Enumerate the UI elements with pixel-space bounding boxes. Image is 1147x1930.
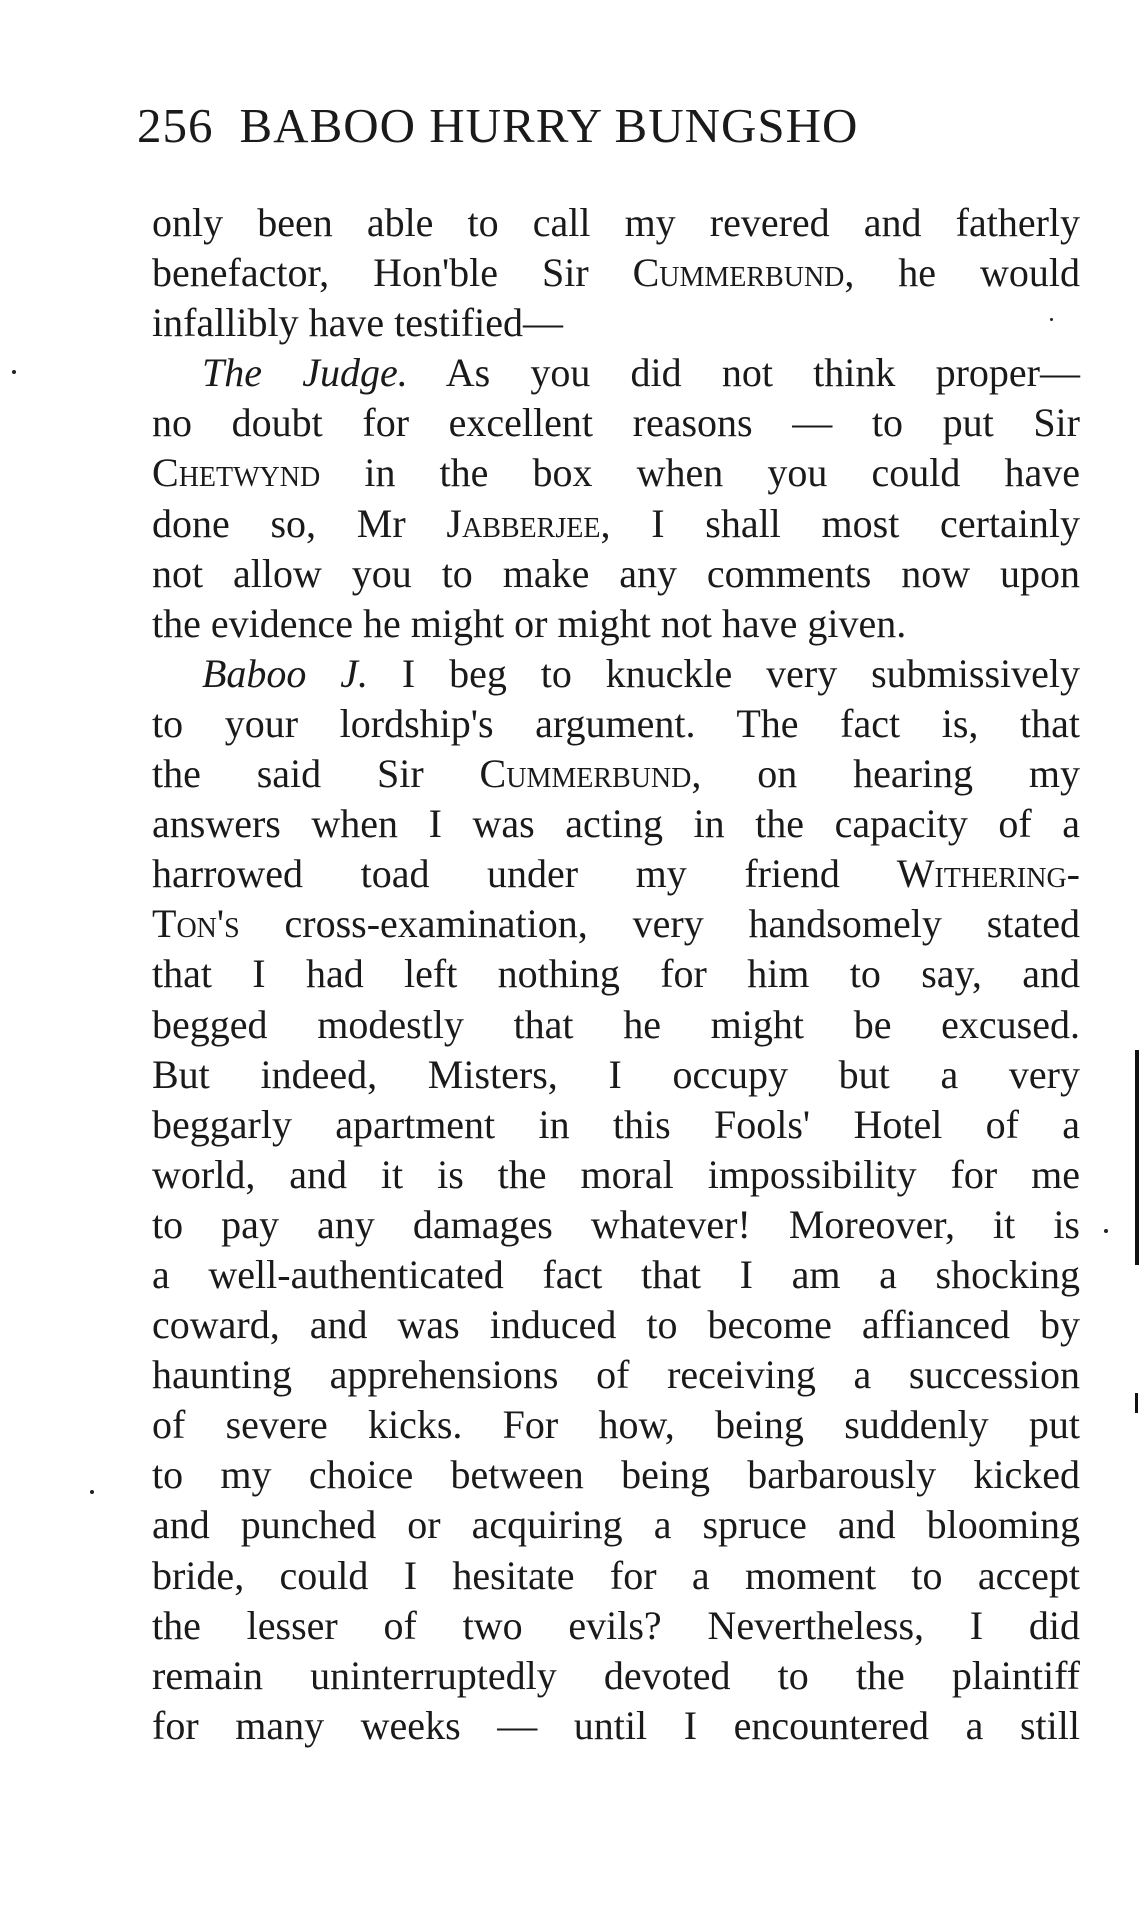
text-line: done so, Mr Jabberjee, I shall most certainly xyxy=(152,500,1080,546)
text-line: begged modestly that he might be excused. xyxy=(152,1001,1080,1047)
text-line: benefactor, Hon'ble Sir Cummerbund, he would xyxy=(152,250,1080,296)
text-line: world, and it is the moral impossibility for me xyxy=(152,1151,1080,1197)
scan-speck xyxy=(90,1490,94,1494)
text-line: to pay any damages whatever! Moreover, it is xyxy=(152,1201,1080,1247)
text-line: harrowed toad under my friend Withering- xyxy=(152,851,1080,897)
scan-margin-bar xyxy=(1135,1050,1139,1265)
text-line: the evidence he might or might not have given. xyxy=(152,600,907,646)
text-line: Ton's cross-examination, very handsomely stated xyxy=(152,901,1080,947)
text-line: beggarly apartment in this Fools' Hotel of a xyxy=(152,1101,1080,1147)
scan-speck xyxy=(1050,318,1053,321)
scan-speck xyxy=(1104,1229,1108,1233)
text-line: But indeed, Misters, I occupy but a very xyxy=(152,1051,1080,1097)
text-line-speaker-judge: The Judge. As you did not think proper— xyxy=(202,350,1081,396)
text-line: a well-authenticated fact that I am a shocking xyxy=(152,1251,1080,1297)
text-line: bride, could I hesitate for a moment to accept xyxy=(152,1552,1080,1598)
page-number: 256 xyxy=(137,98,214,153)
text-line: Chetwynd in the box when you could have xyxy=(152,450,1080,496)
text-line: and punched or acquiring a spruce and blooming xyxy=(152,1502,1080,1548)
text-line: coward, and was induced to become affianced by xyxy=(152,1302,1080,1348)
scan-speck xyxy=(12,370,16,374)
scan-margin-mark xyxy=(1135,1393,1138,1413)
text-line: only been able to call my revered and fatherly xyxy=(152,200,1080,245)
page-header xyxy=(137,96,997,156)
text-line: infallibly have testified— xyxy=(152,300,563,346)
text-line: no doubt for excellent reasons — to put Sir xyxy=(152,400,1080,446)
text-line: of severe kicks. For how, being suddenly put xyxy=(152,1402,1080,1448)
text-line: for many weeks — until I encountered a still xyxy=(152,1702,1080,1748)
text-line: to your lordship's argument. The fact is, that xyxy=(152,700,1080,746)
text-line: not allow you to make any comments now upon xyxy=(152,550,1080,596)
text-line: the said Sir Cummerbund, on hearing my xyxy=(152,751,1080,797)
text-line-speaker-baboo: Baboo J. I beg to knuckle very submissively xyxy=(202,650,1080,696)
text-line: the lesser of two evils? Nevertheless, I did xyxy=(152,1602,1080,1648)
text-line: answers when I was acting in the capacity of a xyxy=(152,801,1080,847)
text-line: to my choice between being barbarously kicked xyxy=(152,1452,1080,1498)
page-body xyxy=(152,198,1080,1751)
text-line: remain uninterruptedly devoted to the plaintiff xyxy=(152,1652,1080,1698)
text-line: haunting apprehensions of receiving a succession xyxy=(152,1352,1080,1398)
text-line: that I had left nothing for him to say, and xyxy=(152,951,1080,997)
running-head: BABOO HURRY BUNGSHO xyxy=(239,98,859,153)
